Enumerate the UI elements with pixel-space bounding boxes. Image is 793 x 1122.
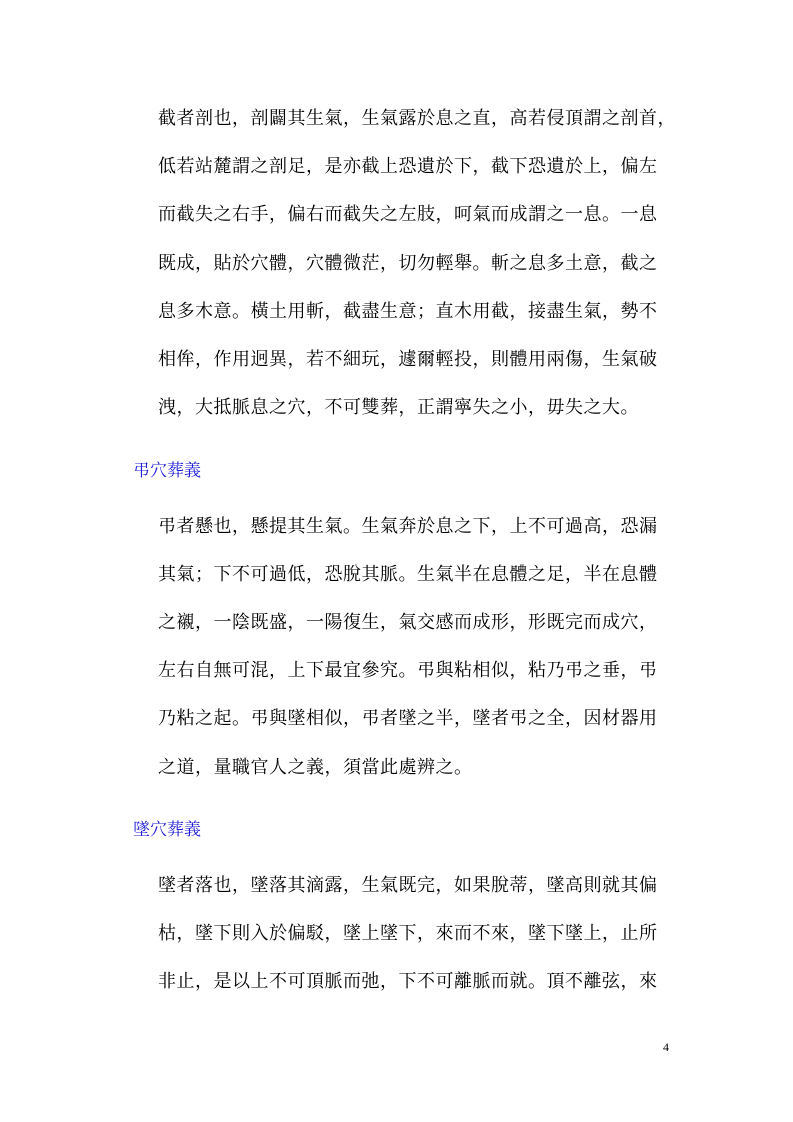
body-text-line: 而截失之右手，偏右而截失之左肢，呵氣而成謂之一息。一息 (158, 204, 658, 225)
body-text-line: 非止，是以上不可頂脈而弛，下不可離脈而就。頂不離弦，來 (158, 971, 658, 992)
body-text-line: 乃粘之起。弔與墜相似，弔者墜之半，墜者弔之全，因材器用 (158, 708, 658, 729)
body-text-line: 墜者落也，墜落其滴露，生氣既完，如果脫蒂，墜高則就其偏 (158, 875, 658, 896)
body-text-line: 其氣；下不可過低，恐脫其脈。生氣半在息體之足，半在息體 (158, 564, 658, 585)
body-text-line: 低若站麓謂之剖足，是亦截上恐遺於下，截下恐遺於上，偏左 (158, 156, 658, 177)
body-text-line: 之襯，一陰既盛，一陽復生，氣交感而成形，形既完而成穴， (158, 612, 658, 633)
body-text-line: 息多木意。橫土用斬，截盡生意；直木用截，接盡生氣，勢不 (158, 301, 658, 322)
body-text-line: 左右自無可混，上下最宜參究。弔與粘相似，粘乃弔之垂，弔 (158, 660, 658, 681)
body-text-line: 截者剖也，剖闢其生氣，生氣露於息之直，高若侵頂謂之剖首， (158, 108, 676, 129)
section-heading: 弔穴葬義 (133, 461, 201, 481)
body-text-line: 弔者懸也，懸提其生氣。生氣奔於息之下，上不可過高，恐漏 (158, 516, 658, 537)
body-text-line: 相侔，作用迥異，若不細玩，遽爾輕投，則體用兩傷，生氣破 (158, 349, 658, 370)
body-text-line: 之道，量職官人之義，須當此處辨之。 (158, 757, 473, 778)
page-number: 4 (663, 1040, 669, 1054)
body-text-line: 既成，貼於穴體，穴體微茫，切勿輕舉。斬之息多土意，截之 (158, 253, 658, 274)
body-text-line: 枯，墜下則入於偏駁，墜上墜下，來而不來，墜下墜上，止所 (158, 923, 658, 944)
section-heading: 墜穴葬義 (133, 820, 201, 840)
body-text-line: 洩，大抵脈息之穴，不可雙葬，正謂寧失之小，毋失之大。 (158, 397, 639, 418)
